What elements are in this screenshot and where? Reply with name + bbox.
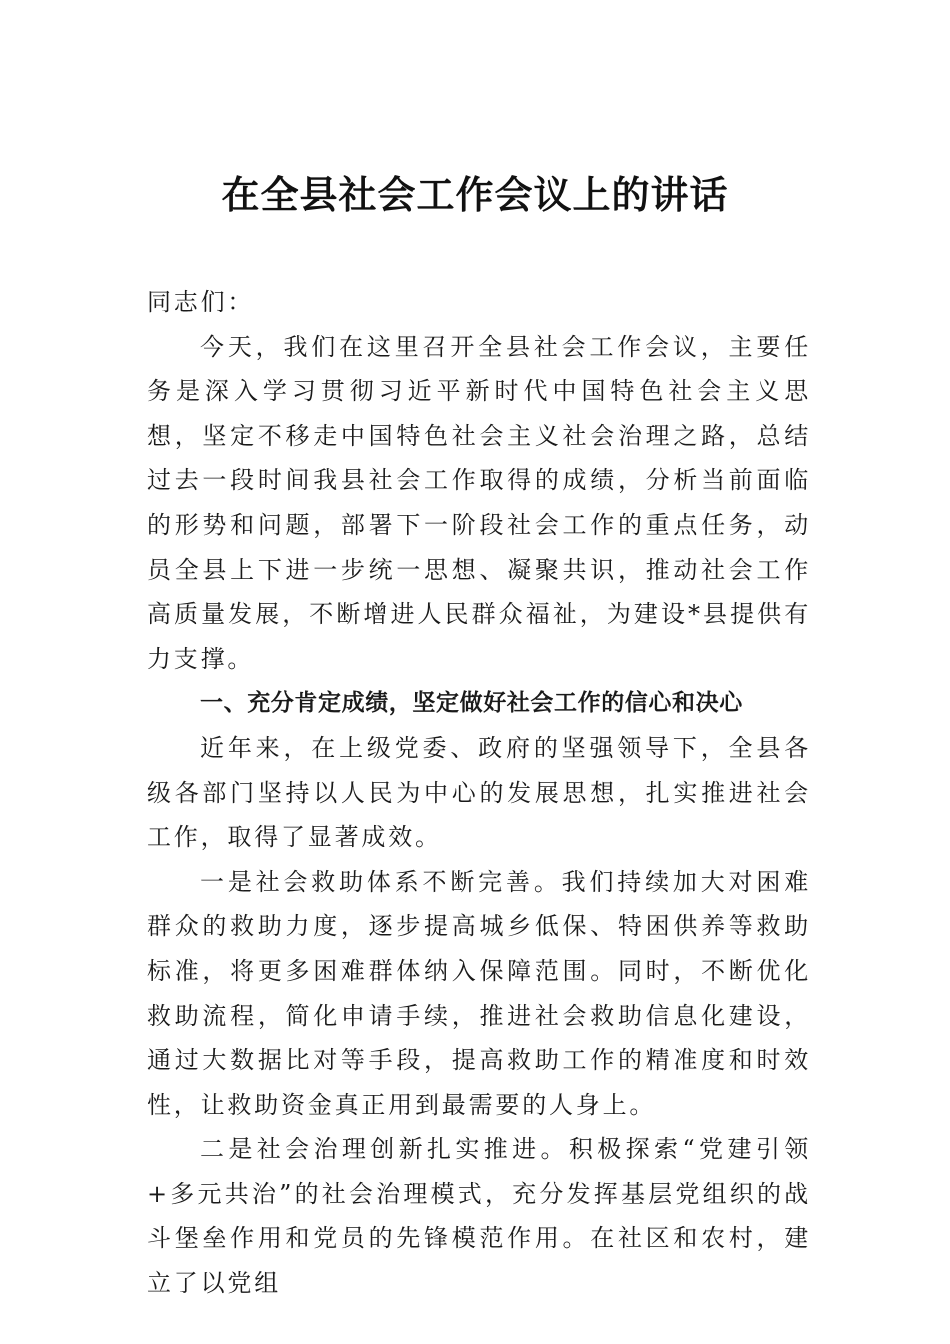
document-title: 在全县社会工作会议上的讲话 [221,172,729,217]
paragraph-point-2: 二是社会治理创新扎实推进。积极探索“党建引领+多元共治”的社会治理模式，充分发挥基层党组织的战斗堡垒作用和党员的先锋模范作用。在社区和农村，建立了以党组 [147,1135,811,1298]
document-body [147,280,811,1306]
paragraph-section1-intro: 近年来，在上级党委、政府的坚强领导下，全县各级各部门坚持以人民为中心的发展思想，扎实推进社会工作，取得了显著成效。 [147,733,811,852]
section-heading-1: 一、充分肯定成绩，坚定做好社会工作的信心和决心 [200,690,743,717]
paragraph-intro: 今天，我们在这里召开全县社会工作会议，主要任务是深入学习贯彻习近平新时代中国特色社会主义思想，坚定不移走中国特色社会主义社会治理之路，总结过去一段时间我县社会工作取得的成绩，分析当前面临的形势和问题，部署下一阶段社会工作的重点任务，动员全县上下进一步统一思想、凝聚共识，推动社会工作高质量发展，不断增进人民群众福祉，为建设*县提供有力支撑。 [147,332,811,673]
salutation: 同志们： [147,288,255,316]
paragraph-point-1: 一是社会救助体系不断完善。我们持续加大对困难群众的救助力度，逐步提高城乡低保、特困供养等救助标准，将更多困难群体纳入保障范围。同时，不断优化救助流程，简化申请手续，推进社会救助信息化建设，通过大数据比对等手段，提高救助工作的精准度和时效性，让救助资金真正用到最需要的人身上。 [147,867,811,1119]
